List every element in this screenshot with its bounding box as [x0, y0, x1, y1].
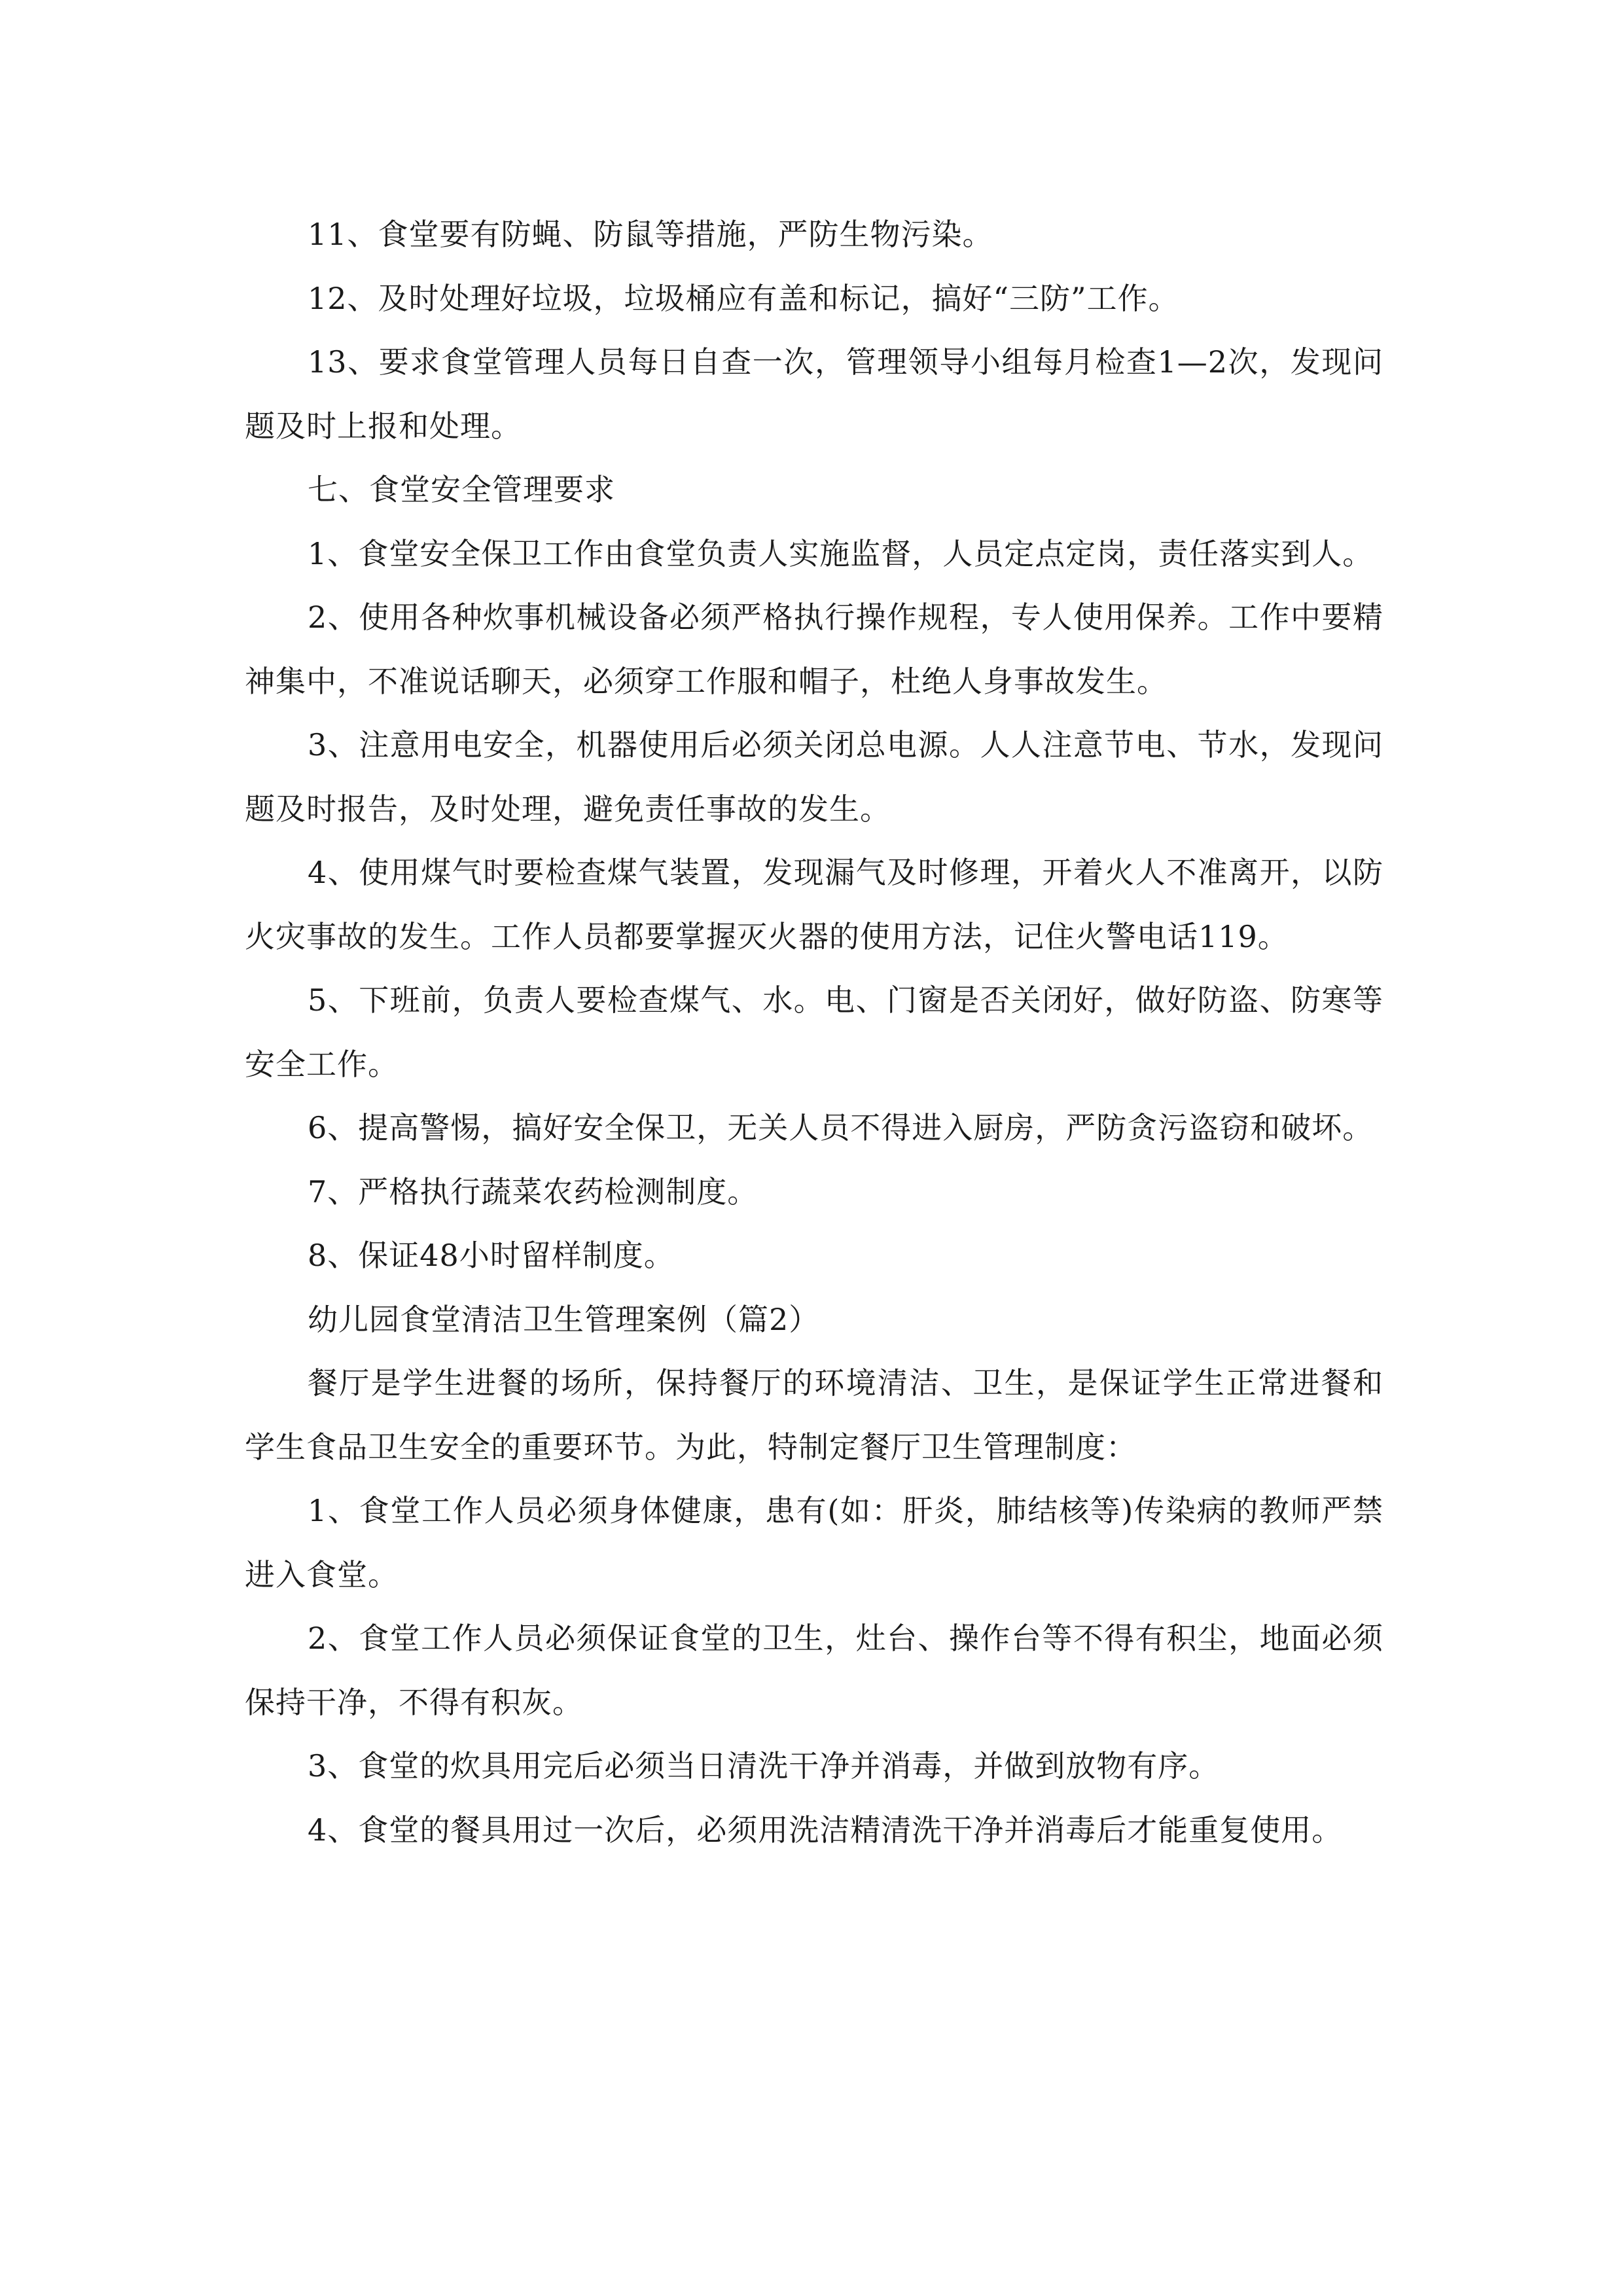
paragraph: 4、食堂的餐具用过一次后，必须用洗洁精清洗干净并消毒后才能重复使用。: [308, 1812, 1343, 1848]
paragraph: 3、注意用电安全，机器使用后必须关闭总电源。人人注意节电、节水，发现问题及时报告，及时处理，避免责任事故的发生。: [245, 727, 1383, 827]
paragraph: 12、及时处理好垃圾，垃圾桶应有盖和标记，搞好“三防”工作。: [308, 280, 1179, 316]
paragraph: 3、食堂的炊具用完后必须当日清洗干净并消毒，并做到放物有序。: [308, 1748, 1220, 1784]
paragraph: 1、食堂安全保卫工作由食堂负责人实施监督，人员定点定岗，责任落实到人。: [308, 535, 1374, 571]
section-heading: 七、食堂安全管理要求: [308, 472, 615, 507]
paragraph: 8、保证48小时留样制度。: [308, 1238, 675, 1273]
paragraph: 7、严格执行蔬菜农药检测制度。: [308, 1174, 758, 1210]
paragraph: 11、食堂要有防蝇、防鼠等措施，严防生物污染。: [308, 217, 993, 252]
paragraph: 6、提高警惕，搞好安全保卫，无关人员不得进入厨房，严防贪污盗窃和破坏。: [308, 1110, 1374, 1145]
paragraph: 13、要求食堂管理人员每日自查一次，管理领导小组每月检查1—2次，发现问题及时上报和处理。: [245, 344, 1383, 444]
paragraph: 4、使用煤气时要检查煤气装置，发现漏气及时修理，开着火人不准离开，以防火灾事故的发生。工作人员都要掌握灭火器的使用方法，记住火警电话119。: [245, 855, 1383, 954]
paragraph: 2、食堂工作人员必须保证食堂的卫生，灶台、操作台等不得有积尘，地面必须保持干净，不得有积灰。: [245, 1621, 1383, 1720]
paragraph: 2、使用各种炊事机械设备必须严格执行操作规程，专人使用保养。工作中要精神集中，不准说话聊天，必须穿工作服和帽子，杜绝人身事故发生。: [245, 600, 1383, 699]
paragraph: 餐厅是学生进餐的场所，保持餐厅的环境清洁、卫生，是保证学生正常进餐和学生食品卫生安全的重要环节。为此，特制定餐厅卫生管理制度：: [245, 1365, 1383, 1465]
document-body: [245, 203, 1383, 1862]
paragraph: 1、食堂工作人员必须身体健康，患有(如：肝炎，肺结核等)传染病的教师严禁进入食堂。: [245, 1493, 1383, 1592]
article-title: 幼儿园食堂清洁卫生管理案例（篇2）: [308, 1301, 820, 1337]
paragraph: 5、下班前，负责人要检查煤气、水。电、门窗是否关闭好，做好防盗、防寒等安全工作。: [245, 982, 1383, 1082]
